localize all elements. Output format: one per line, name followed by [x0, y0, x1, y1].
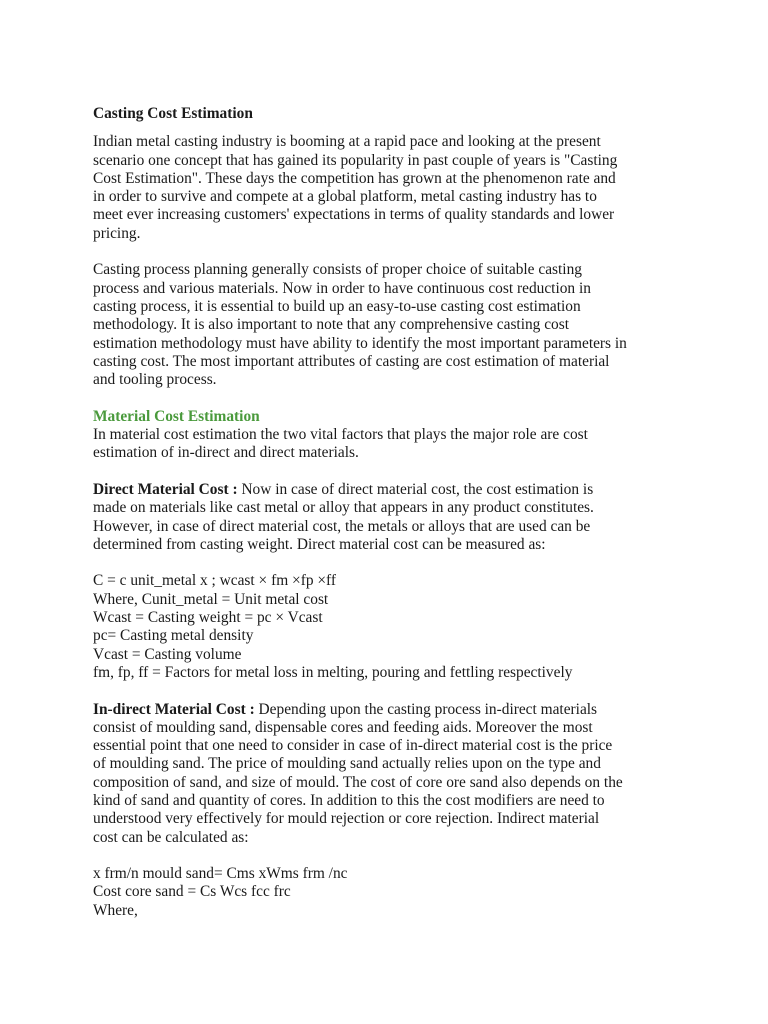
- paragraph-gap: [93, 463, 693, 481]
- formula-line: fm, fp, ff = Factors for metal loss in melting, pouring and fettling respectively: [93, 663, 573, 681]
- text-line: composition of sand, and size of mould. The cost of core ore sand also depends on the: [93, 773, 623, 791]
- indirect-cost-formula: [93, 865, 693, 920]
- text-line: essential point that one need to consider in case of in-direct material cost is the price: [93, 737, 613, 755]
- text-line: pricing.: [93, 224, 141, 242]
- formula-line: x frm/n mould sand= Cms xWms frm /nc: [93, 865, 348, 883]
- paragraph-gap: [93, 554, 693, 572]
- text-line: process and various materials. Now in order to have continuous cost reduction in: [93, 279, 591, 297]
- text-line: casting cost. The most important attributes of casting are cost estimation of material: [93, 352, 610, 370]
- text-line: meet ever increasing customers' expectations in terms of quality standards and lower: [93, 206, 615, 224]
- text-line: Indian metal casting industry is booming at a rapid pace and looking at the present: [93, 133, 601, 151]
- formula-line: Wcast = Casting weight = pc × Vcast: [93, 609, 323, 627]
- text-line: determined from casting weight. Direct material cost can be measured as:: [93, 535, 546, 553]
- indirect-cost-label: In-direct Material Cost :: [93, 700, 255, 718]
- formula-line: Where,: [93, 901, 138, 919]
- paragraph-gap: [93, 389, 693, 407]
- formula-line: Cost core sand = Cs Wcs fcc frc: [93, 883, 291, 901]
- text-line: understood very effectively for mould rejection or core rejection. Indirect material: [93, 810, 600, 828]
- text-line: methodology. It is also important to note that any comprehensive casting cost: [93, 316, 570, 334]
- text-line: [93, 701, 693, 719]
- formula-line: Where, Cunit_metal = Unit metal cost: [93, 590, 329, 608]
- text-line: cost can be calculated as:: [93, 828, 249, 846]
- material-section: [93, 408, 693, 463]
- formula-line: pc= Casting metal density: [93, 627, 254, 645]
- planning-paragraph: [93, 261, 693, 389]
- direct-cost-intro: Now in case of direct material cost, the cost estimation is: [237, 480, 594, 498]
- text-line: estimation of in-direct and direct materials.: [93, 444, 359, 462]
- text-line: in order to survive and compete at a global platform, metal casting industry has to: [93, 188, 597, 206]
- text-line: consist of moulding sand, dispensable cores and feeding aids. Moreover the most: [93, 718, 593, 736]
- text-line: In material cost estimation the two vital factors that plays the major role are cost: [93, 426, 588, 444]
- text-line: Cost Estimation". These days the competition has grown at the phenomenon rate and: [93, 169, 616, 187]
- text-line: of moulding sand. The price of moulding sand actually relies upon on the type and: [93, 755, 601, 773]
- intro-paragraph: [93, 133, 693, 243]
- indirect-cost-paragraph: [93, 701, 693, 847]
- text-line: Casting process planning generally consists of proper choice of suitable casting: [93, 261, 582, 279]
- document-title: Casting Cost Estimation: [93, 105, 253, 122]
- material-heading: Material Cost Estimation: [93, 407, 260, 425]
- paragraph-gap: [93, 847, 693, 865]
- text-line: estimation methodology must have ability to identify the most important parameters in: [93, 334, 627, 352]
- text-line: [93, 481, 693, 499]
- direct-cost-label: Direct Material Cost :: [93, 480, 238, 498]
- text-line: scenario one concept that has gained its popularity in past couple of years is "Casting: [93, 151, 618, 169]
- text-line: kind of sand and quantity of cores. In addition to this the cost modifiers are need to: [93, 791, 605, 809]
- text-line: However, in case of direct material cost, the metals or alloys that are used can be: [93, 517, 591, 535]
- formula-line: Vcast = Casting volume: [93, 645, 242, 663]
- paragraph-gap: [93, 243, 693, 261]
- formula-line: C = c unit_metal x ; wcast × fm ×fp ×ff: [93, 572, 337, 590]
- indirect-cost-intro: Depending upon the casting process in-direct materials: [254, 700, 598, 718]
- direct-cost-formula: [93, 572, 693, 682]
- document-page: [93, 105, 693, 920]
- text-line: casting process, it is essential to build up an easy-to-use casting cost estimation: [93, 297, 581, 315]
- text-line: made on materials like cast metal or alloy that appears in any product constitutes.: [93, 499, 594, 517]
- text-line: and tooling process.: [93, 371, 217, 389]
- paragraph-gap: [93, 682, 693, 700]
- direct-cost-paragraph: [93, 481, 693, 554]
